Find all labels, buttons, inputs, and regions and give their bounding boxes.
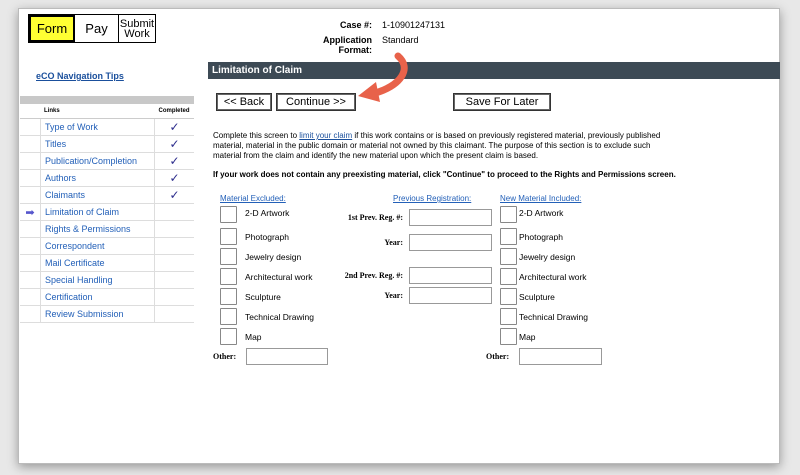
sidebar-item[interactable]: [20, 136, 194, 153]
step-submit-line1: Submit: [119, 17, 155, 30]
completed-check-icon: [154, 272, 194, 288]
sidebar-item[interactable]: [20, 170, 194, 187]
other-excluded-label: Other:: [213, 352, 237, 361]
sidebar-item-label[interactable]: Rights & Permissions: [40, 221, 154, 237]
excluded-checkbox-label: Photograph: [245, 232, 289, 242]
sidebar-item[interactable]: [20, 119, 194, 136]
sidebar-item-label[interactable]: Mail Certificate: [40, 255, 154, 271]
excluded-checkbox-label: Sculpture: [245, 292, 281, 302]
new-checkbox[interactable]: [500, 248, 517, 265]
completed-check-icon: [154, 289, 194, 305]
new-checkbox[interactable]: [500, 328, 517, 345]
col-completed: Completed: [158, 108, 190, 114]
new-checkbox-label: Technical Drawing: [519, 312, 588, 322]
completed-check-icon: ✓: [154, 119, 194, 135]
sidebar-item[interactable]: [20, 272, 194, 289]
year1-input[interactable]: [409, 234, 492, 251]
completed-check-icon: [154, 221, 194, 237]
excluded-checkbox-label: 2-D Artwork: [245, 208, 290, 218]
prev-reg1-label: 1st Prev. Reg. #:: [347, 213, 403, 222]
step-submit-line2: Work: [124, 27, 150, 40]
excluded-checkbox-label: Technical Drawing: [245, 312, 314, 322]
other-new-label: Other:: [486, 352, 510, 361]
prev-reg2-label: 2nd Prev. Reg. #:: [344, 271, 403, 280]
sidebar-item[interactable]: [20, 255, 194, 272]
new-checkbox[interactable]: [500, 288, 517, 305]
continue-note: If your work does not contain any preexisting material, click "Continue" to proceed to the Rights and Permissions screen.: [213, 170, 676, 179]
case-number: 1-10901247131: [382, 20, 446, 30]
current-arrow-icon: ➡: [25, 206, 35, 219]
new-checkbox-label: Map: [519, 332, 536, 342]
nav-tips-link[interactable]: eCO Navigation Tips: [36, 71, 124, 81]
desc-post: if this work contains or is based on previously registered material, previously published material, material in the public domain or material not owned by this claimant. The purpose of this section is to exclude such material from the claim and identify the new material upon which the present claim is based.: [213, 131, 661, 160]
sidebar-nav: [20, 96, 194, 323]
case-label: Case #:: [339, 20, 372, 30]
new-checkbox[interactable]: [500, 268, 517, 285]
back-button[interactable]: << Back: [216, 93, 272, 111]
sidebar-item[interactable]: [20, 221, 194, 238]
completed-check-icon: ✓: [154, 187, 194, 203]
annotation-arrow-icon: [350, 52, 430, 107]
sidebar-header-bar: [20, 96, 194, 104]
year2-input[interactable]: [409, 287, 492, 304]
step-submit-work[interactable]: [119, 15, 155, 42]
desc-pre: Complete this screen to: [213, 131, 300, 140]
excluded-checkbox[interactable]: [220, 308, 237, 325]
step-form[interactable]: Form: [29, 15, 75, 42]
format-value: Standard: [382, 35, 419, 45]
completed-check-icon: [154, 238, 194, 254]
new-checkbox[interactable]: [500, 228, 517, 245]
new-checkbox-label: Photograph: [519, 232, 563, 242]
new-checkbox-label: Architectural work: [519, 272, 587, 282]
prev-reg1-input[interactable]: [409, 209, 492, 226]
sidebar-item[interactable]: [20, 238, 194, 255]
step-pay[interactable]: Pay: [75, 15, 119, 42]
save-for-later-button[interactable]: Save For Later: [453, 93, 551, 111]
excluded-checkbox[interactable]: [220, 328, 237, 345]
excluded-checkbox[interactable]: [220, 268, 237, 285]
sidebar-item-label[interactable]: Certification: [40, 289, 154, 305]
section-title: Limitation of Claim: [208, 62, 780, 79]
sidebar-item-label[interactable]: Titles: [40, 136, 154, 152]
completed-check-icon: [154, 204, 194, 220]
sidebar-item-label[interactable]: Claimants: [40, 187, 154, 203]
prev-reg2-input[interactable]: [409, 267, 492, 284]
sidebar-item[interactable]: [20, 306, 194, 323]
new-checkbox-label: Sculpture: [519, 292, 555, 302]
other-new-input[interactable]: [519, 348, 602, 365]
col-previous-registration: Previous Registration:: [393, 194, 472, 203]
format-label: Application Format:: [323, 35, 372, 55]
excluded-checkbox[interactable]: [220, 228, 237, 245]
excluded-checkbox-label: Jewelry design: [245, 252, 302, 262]
sidebar-item-label[interactable]: Review Submission: [40, 306, 154, 322]
description-text: [213, 131, 673, 161]
limit-claim-link[interactable]: limit your claim: [299, 131, 353, 140]
sidebar-item[interactable]: [20, 153, 194, 170]
year2-label: Year:: [384, 291, 403, 300]
sidebar-item-label[interactable]: Special Handling: [40, 272, 154, 288]
excluded-checkbox-label: Architectural work: [245, 272, 313, 282]
excluded-checkbox-label: Map: [245, 332, 262, 342]
col-links: Links: [44, 108, 60, 114]
col-new-material: New Material Included:: [500, 194, 582, 203]
sidebar-item[interactable]: [20, 187, 194, 204]
new-checkbox-label: Jewelry design: [519, 252, 576, 262]
new-checkbox[interactable]: [500, 308, 517, 325]
sidebar-item-label[interactable]: Authors: [40, 170, 154, 186]
completed-check-icon: [154, 306, 194, 322]
step-indicator: [28, 14, 156, 43]
sidebar-item[interactable]: [20, 204, 194, 221]
completed-check-icon: [154, 255, 194, 271]
col-material-excluded: Material Excluded:: [220, 194, 286, 203]
sidebar-item-label[interactable]: Publication/Completion: [40, 153, 154, 169]
year1-label: Year:: [384, 238, 403, 247]
excluded-checkbox[interactable]: [220, 248, 237, 265]
new-checkbox-label: 2-D Artwork: [519, 208, 564, 218]
new-checkbox[interactable]: [500, 206, 517, 223]
excluded-checkbox[interactable]: [220, 288, 237, 305]
sidebar-item[interactable]: [20, 289, 194, 306]
sidebar-item-label[interactable]: Correspondent: [40, 238, 154, 254]
other-excluded-input[interactable]: [246, 348, 328, 365]
excluded-checkbox[interactable]: [220, 206, 237, 223]
completed-check-icon: ✓: [154, 153, 194, 169]
completed-check-icon: ✓: [154, 136, 194, 152]
completed-check-icon: ✓: [154, 170, 194, 186]
sidebar-item-label[interactable]: Limitation of Claim: [40, 204, 154, 220]
sidebar-item-label[interactable]: Type of Work: [40, 119, 154, 135]
sidebar-columns: [20, 104, 194, 119]
continue-button[interactable]: Continue >>: [276, 93, 356, 111]
